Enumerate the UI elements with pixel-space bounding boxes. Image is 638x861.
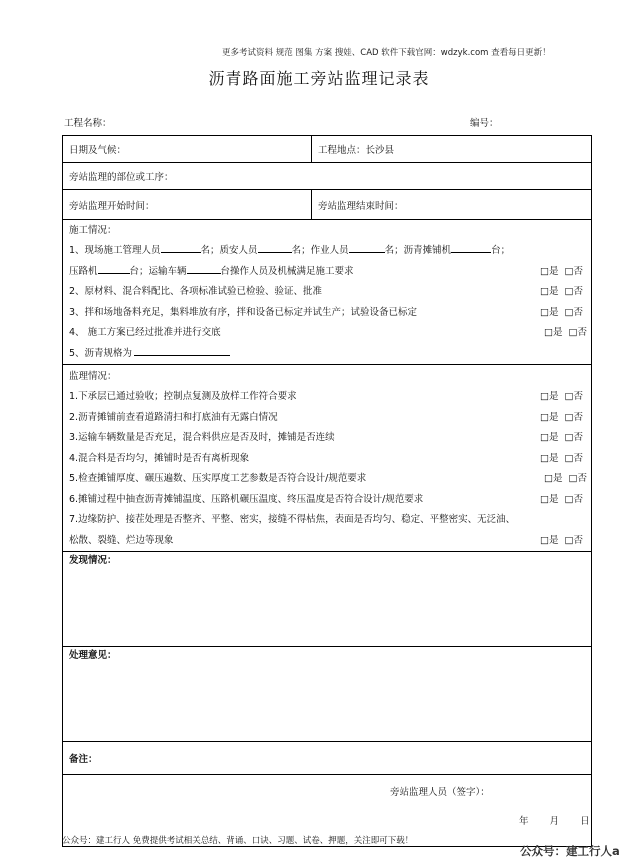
no-checkbox[interactable]: □否 — [564, 452, 583, 464]
construction-item-1b — [69, 262, 585, 283]
signature-label: 旁站监理人员（签字）： — [390, 787, 490, 798]
end-time-label: 旁站监理结束时间： — [318, 200, 404, 212]
supervision-item-7 — [69, 510, 585, 531]
date-year: 年 — [519, 816, 529, 827]
construction-item-3 — [69, 303, 585, 324]
findings-cell[interactable] — [63, 552, 592, 647]
supervision-section — [63, 365, 592, 552]
roller-label: 压路机 — [69, 265, 98, 277]
findings-label: 发现情况： — [69, 555, 117, 566]
supervision-item-3-text: 3.运输车辆数量是否充足，混合料供应是否及时，摊铺是否连续 — [69, 432, 335, 443]
supervision-item-1-text: 1.下承层已通过验收；控制点复测及放样工作符合要求 — [69, 391, 297, 402]
sup6-options[interactable] — [540, 490, 583, 511]
workers-blank[interactable] — [349, 241, 385, 253]
opinion-cell[interactable] — [63, 647, 592, 742]
supervision-item-2-text: 2.沥青摊铺前查看道路清扫和打底油有无露白情况 — [69, 411, 278, 423]
trucks-blank[interactable] — [187, 262, 221, 274]
location-cell[interactable] — [312, 136, 592, 163]
construction-item-2 — [69, 282, 585, 303]
yes-checkbox[interactable]: □是 — [539, 452, 559, 464]
construction-item-2-text: 2、原材料、混合料配比、各项标准试验已检验、验证、批准 — [69, 286, 323, 297]
number-label: 编号： — [470, 118, 499, 129]
trucks-label: 台；运输车辆 — [129, 265, 187, 277]
yes-checkbox[interactable]: □是 — [539, 534, 559, 546]
yes-checkbox[interactable]: □是 — [539, 265, 559, 277]
construction-item-4-text: 4、 施工方案已经过批准并进行交底 — [69, 327, 221, 338]
construction-item-3-text: 3、拌和场地备料充足，集料堆放有序，拌和设备已标定并试生产；试验设备已标定 — [69, 306, 418, 318]
item1-options[interactable] — [540, 262, 583, 283]
record-form — [62, 135, 592, 847]
no-checkbox[interactable]: □否 — [568, 473, 587, 484]
managers-blank[interactable] — [161, 241, 201, 253]
supervision-item-7b — [69, 531, 585, 552]
supervision-item-5 — [69, 469, 585, 490]
no-checkbox[interactable]: □否 — [564, 391, 583, 402]
item1-safety-label: 名；质安人员 — [200, 245, 258, 256]
item4-options[interactable] — [544, 323, 587, 344]
header-note: 更多考试资料 规范 图集 方案 搜娃、CAD 软件下载官网：wdzyk.com 查看每日更新！ — [222, 48, 551, 58]
yes-checkbox[interactable]: □是 — [539, 391, 559, 402]
item1-workers-label: 名；作业人员 — [291, 245, 349, 256]
sup3-options[interactable] — [540, 428, 583, 449]
construction-item-4 — [69, 323, 585, 344]
supervision-item-4-text: 4.混合料是否均匀，摊铺时是否有离析现象 — [69, 452, 250, 464]
inspected-part-label: 旁站监理的部位或工序： — [69, 172, 174, 183]
item1-paver-label: 名；沥青摊铺机 — [384, 245, 452, 256]
date-line — [519, 813, 590, 827]
no-checkbox[interactable]: □否 — [564, 493, 583, 505]
asphalt-spec-label: 5、沥青规格为 — [69, 347, 133, 359]
remarks-cell[interactable] — [63, 742, 592, 775]
start-time-cell[interactable] — [63, 190, 312, 220]
construction-heading: 施工情况： — [69, 225, 117, 236]
supervision-item-7-text: 7.边缘防护、接茬处理是否整齐、平整、密实，接缝不得枯焦，表面是否均匀、稳定、平整密实、无泛油、 — [69, 514, 516, 525]
operators-label: 台操作人员及机械满足施工要求 — [220, 265, 354, 277]
yes-checkbox[interactable]: □是 — [539, 411, 559, 423]
opinion-label: 处理意见： — [69, 650, 117, 661]
date-month: 月 — [549, 816, 560, 827]
date-weather-label: 日期及气候： — [69, 145, 127, 156]
date-weather-cell[interactable] — [63, 136, 312, 163]
paver-blank[interactable] — [451, 241, 491, 253]
page-title: 沥青路面施工旁站监理记录表 — [208, 69, 430, 88]
no-checkbox[interactable]: □否 — [564, 286, 583, 297]
inspected-part-cell[interactable] — [63, 163, 592, 190]
supervision-item-4 — [69, 449, 585, 470]
start-time-label: 旁站监理开始时间： — [69, 200, 155, 212]
supervision-heading: 监理情况： — [69, 371, 117, 382]
supervision-item-6-text: 6.摊铺过程中抽查沥青摊铺温度、压路机碾压温度、终压温度是否符合设计/规范要求 — [69, 493, 424, 505]
no-checkbox[interactable]: □否 — [564, 411, 583, 423]
project-name-label: 工程名称： — [64, 118, 112, 129]
supervision-item-2 — [69, 408, 585, 429]
safety-staff-blank[interactable] — [258, 241, 292, 253]
supervision-item-5-text: 5.检查摊铺厚度、碾压遍数、压实厚度工艺参数是否符合设计/规范要求 — [69, 473, 367, 484]
no-checkbox[interactable]: □否 — [564, 265, 583, 277]
remarks-label: 备注： — [69, 754, 98, 765]
no-checkbox[interactable]: □否 — [564, 432, 583, 443]
supervision-item-1 — [69, 387, 585, 408]
item3-options[interactable] — [540, 303, 583, 324]
yes-checkbox[interactable]: □是 — [539, 432, 559, 443]
yes-checkbox[interactable]: □是 — [543, 327, 563, 338]
construction-item-5 — [69, 344, 585, 365]
supervision-item-6 — [69, 490, 585, 511]
yes-checkbox[interactable]: □是 — [543, 473, 563, 484]
no-checkbox[interactable]: □否 — [564, 534, 583, 546]
location-text: 工程地点：长沙县 — [318, 145, 395, 156]
yes-checkbox[interactable]: □是 — [539, 286, 559, 297]
roller-blank[interactable] — [98, 262, 130, 274]
supervision-item-7b-text: 松散、裂缝、烂边等现象 — [69, 534, 174, 546]
asphalt-spec-blank[interactable] — [134, 344, 230, 356]
item1-unit-label: 台； — [491, 245, 511, 256]
no-checkbox[interactable]: □否 — [568, 327, 587, 338]
construction-section — [63, 220, 592, 365]
end-time-cell[interactable] — [312, 190, 592, 220]
sup5-options[interactable] — [544, 469, 587, 490]
item1-managers-label: 1、现场施工管理人员 — [69, 245, 161, 256]
sup1-options[interactable] — [540, 387, 583, 408]
date-day: 日 — [580, 816, 590, 827]
item2-options[interactable] — [540, 282, 583, 303]
sup2-options[interactable] — [540, 408, 583, 429]
sup4-options[interactable] — [540, 449, 583, 470]
no-checkbox[interactable]: □否 — [564, 306, 583, 318]
yes-checkbox[interactable]: □是 — [539, 306, 559, 318]
watermark: 公众号：建工行人a — [520, 844, 620, 858]
supervision-item-3 — [69, 428, 585, 449]
yes-checkbox[interactable]: □是 — [539, 493, 559, 505]
construction-item-1 — [69, 241, 585, 262]
sup7-options[interactable] — [540, 531, 583, 552]
footer-note: 公众号：建工行人 免费提供考试相关总结、背诵、口诀、习题、试卷、押题，关注即可下载！ — [62, 836, 414, 846]
